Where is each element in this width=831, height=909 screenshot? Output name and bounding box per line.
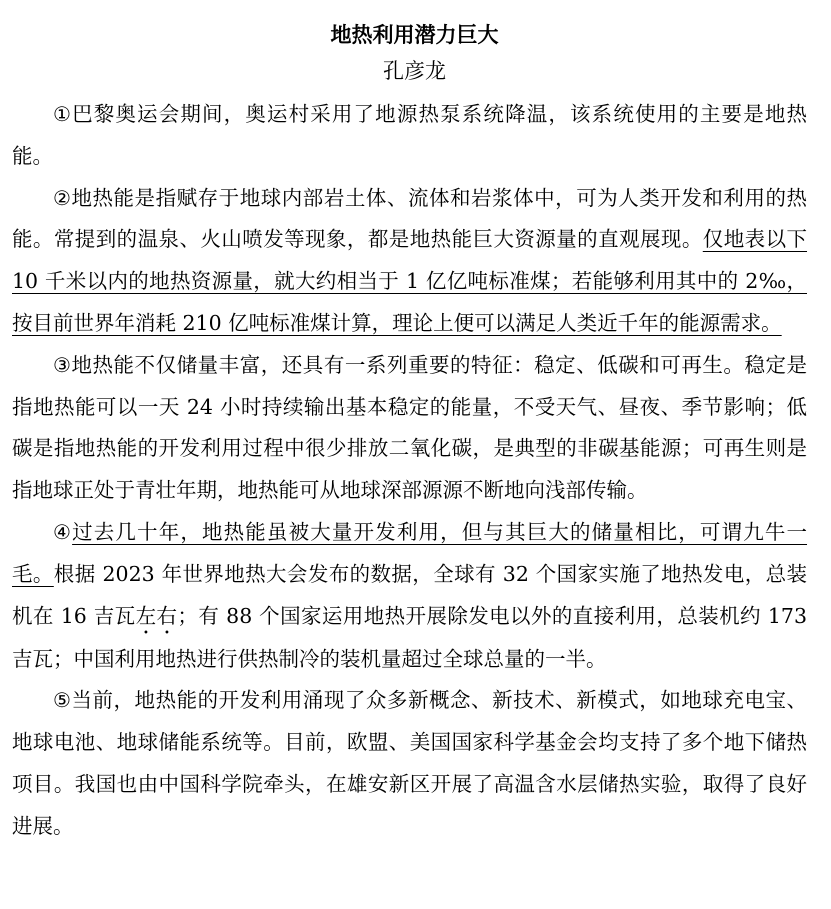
paragraph-text: 根据 2023 年世界地热大会发布的数据，全球有 32 个国家实施了地热发电，总装机在 16 吉瓦 [12, 561, 808, 628]
article-author: 孔彦龙 [383, 59, 446, 83]
paragraph-4 [12, 512, 807, 680]
paragraph-1 [12, 94, 807, 178]
article-title: 地热利用潜力巨大 [330, 22, 499, 47]
paragraph-number: ④ [53, 519, 73, 544]
underlined-sentence: 仅地表以下 10 千米以内的地热资源量，就大约相当于 1 亿亿吨标准煤；若能够利用其中的 2‰，按目前世界年消耗 210 亿吨标准煤计算，理论上便可以满足人类近千年的能源需求。 [12, 227, 808, 335]
emphasis-dotted-word: 左右 [135, 603, 178, 628]
paragraph-text: 巴黎奥运会期间，奥运村采用了地源热泵系统降温，该系统使用的主要是地热能。 [12, 102, 808, 168]
paragraph-text: 地热能是指赋存于地球内部岩土体、流体和岩浆体中，可为人类开发和利用的热能。常提到的温泉、火山喷发等现象，都是地热能巨大资源量的直观展现。 [12, 185, 807, 252]
paragraph-number: ① [53, 102, 73, 126]
paragraph-text: 地热能不仅储量丰富，还具有一系列重要的特征：稳定、低碳和可再生。稳定是指地热能可以一天 24 小时持续输出基本稳定的能量，不受天气、昼夜、季节影响；低碳是指地热能的开发利用过程中很少排放二氧化碳，是典型的非碳基能源；可再生则是指地球正处于青壮年期，地热能可从地球深部源源不断地向浅部传输。 [12, 352, 807, 503]
paragraph-number: ⑤ [53, 688, 72, 713]
paragraph-5 [12, 680, 807, 847]
paragraph-number: ③ [53, 352, 72, 377]
paragraph-number: ② [53, 185, 72, 210]
paragraph-2 [12, 178, 807, 345]
paragraph-text: 当前，地热能的开发利用涌现了众多新概念、新技术、新模式，如地球充电宝、地球电池、地球储能系统等。目前，欧盟、美国国家科学基金会均支持了多个地下储热项目。我国也由中国科学院牵头，在雄安新区开展了高温含水层储热实验，取得了良好进展。 [12, 688, 807, 838]
paragraph-3 [12, 345, 807, 512]
paragraph-text-end: ；有 88 个国家运用地热开展除发电以外的直接利用，总装机约 173 吉瓦；中国利用地热进行供热制冷的装机量超过全球总量的一半。 [12, 603, 808, 671]
underlined-sentence: 过去几十年，地热能虽被大量开发利用，但与其巨大的储量相比，可谓九牛一毛。 [12, 519, 808, 586]
